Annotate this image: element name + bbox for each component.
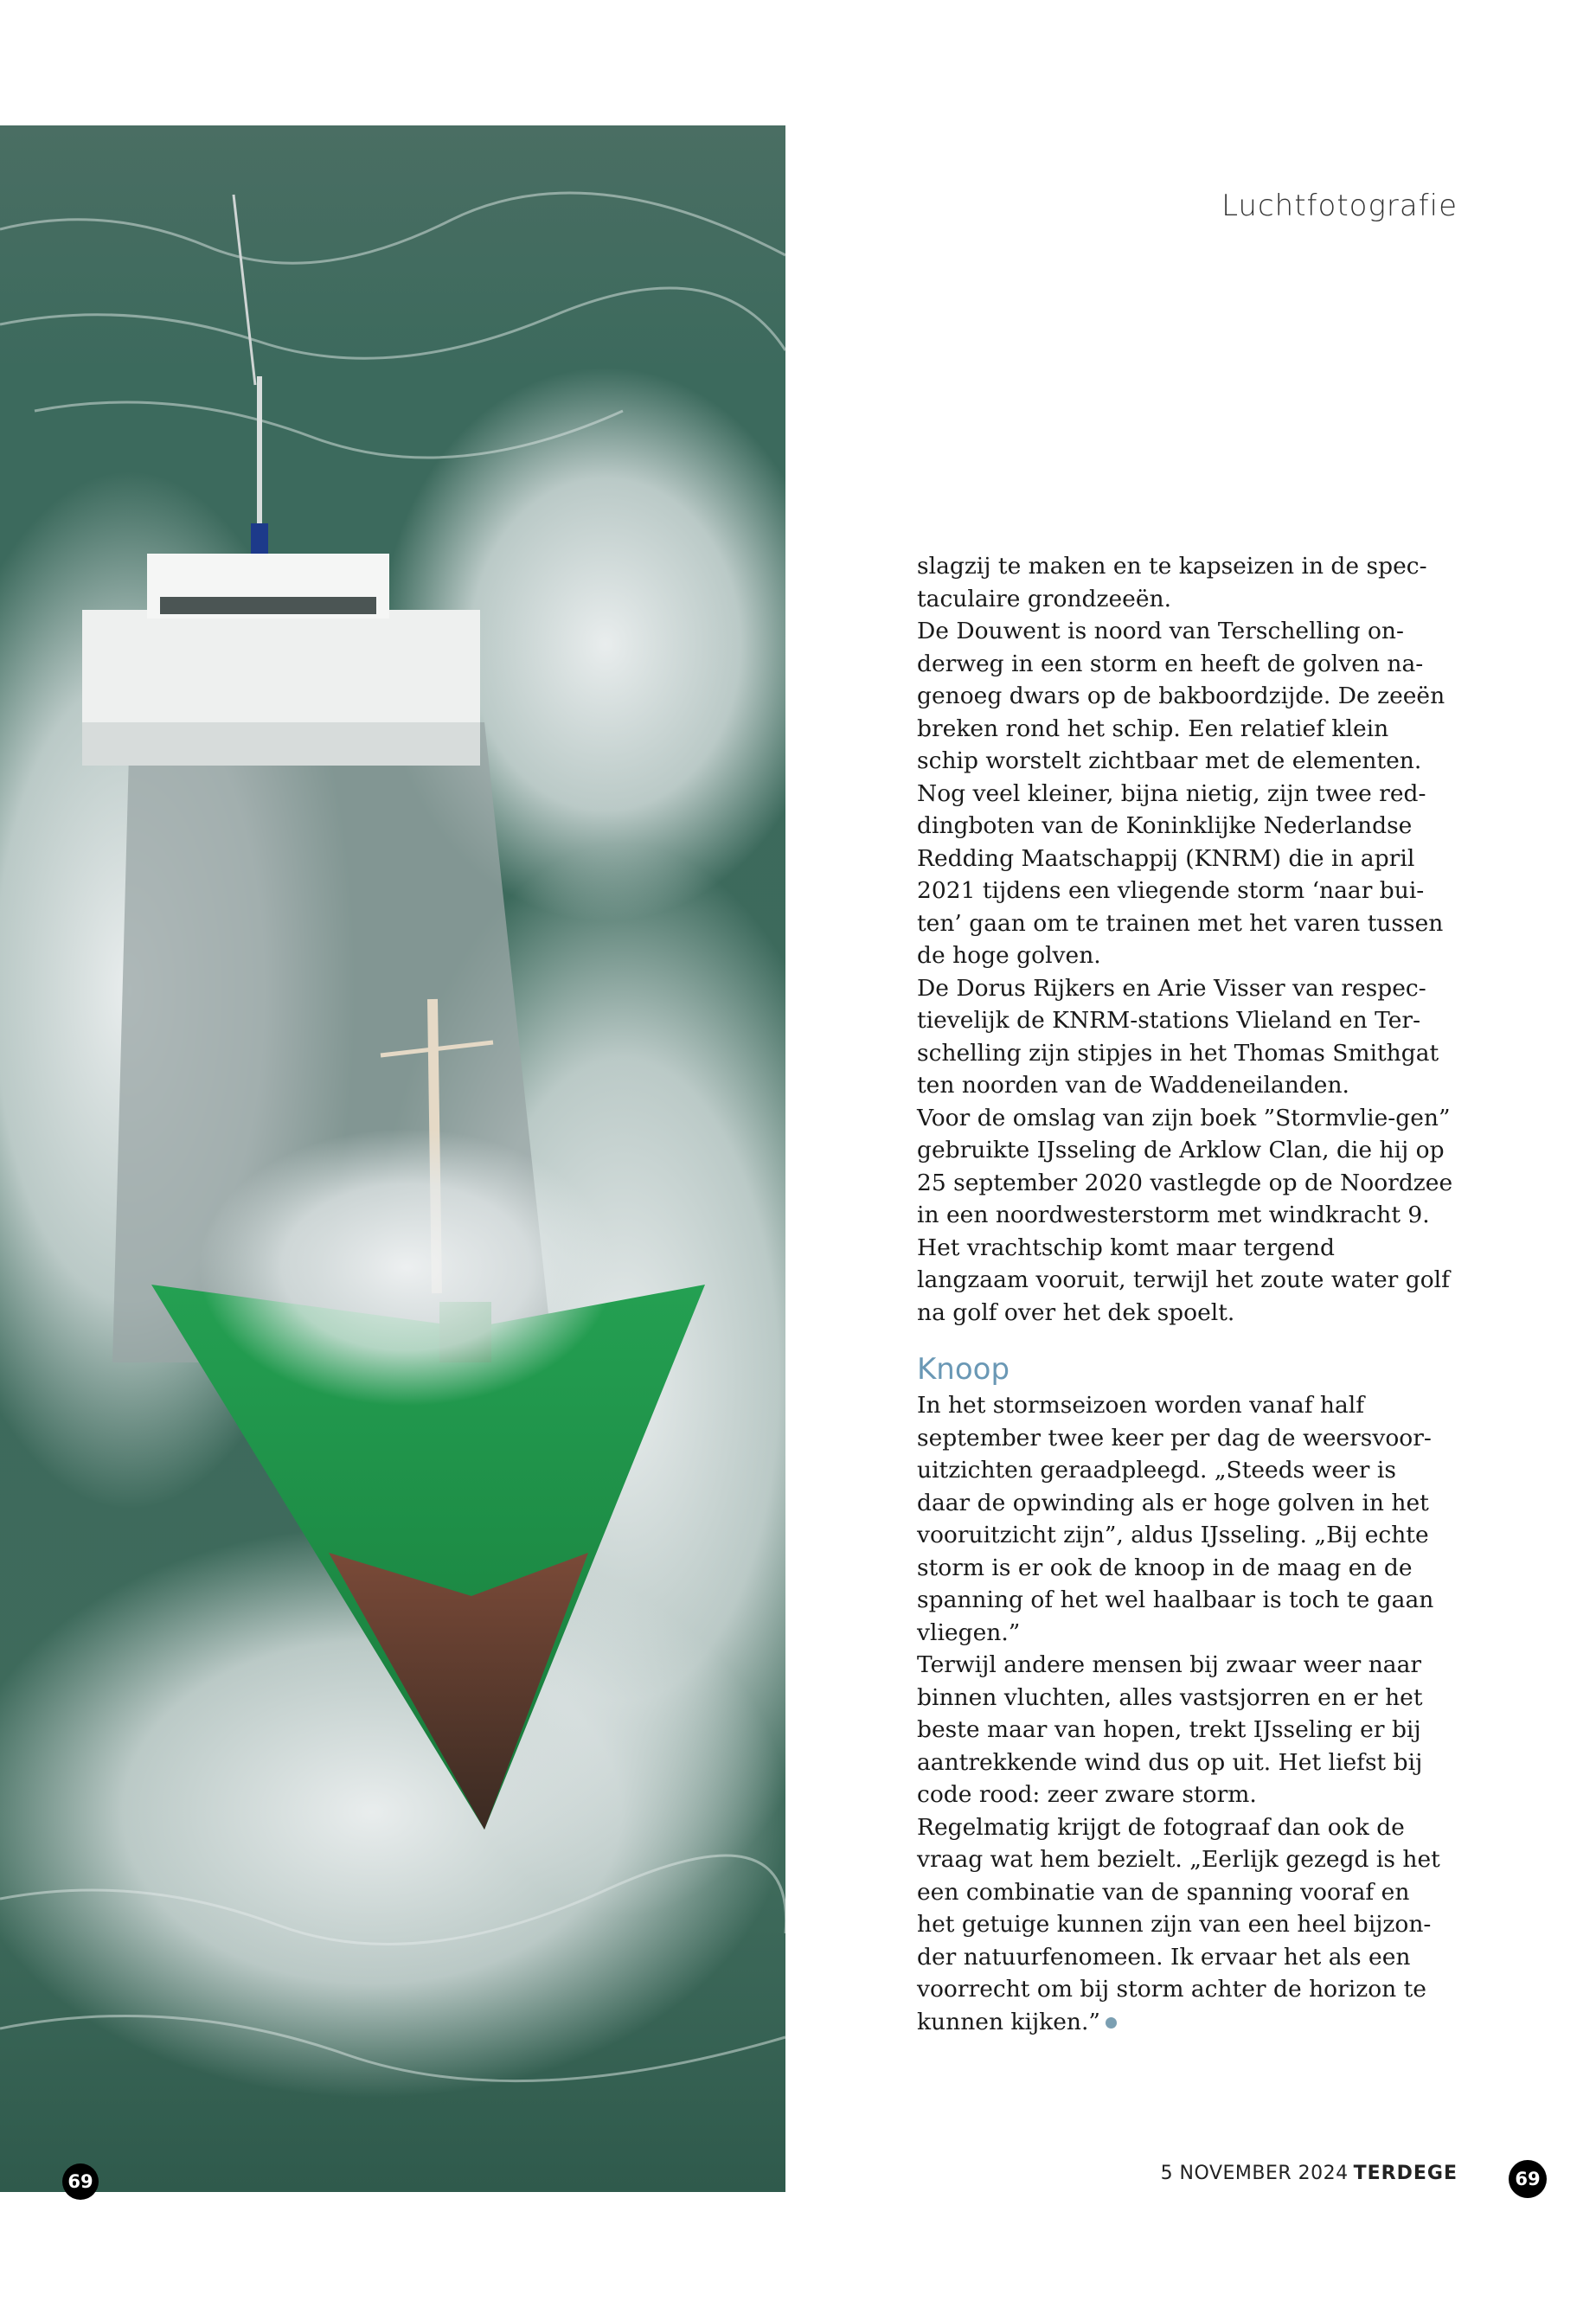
storm-ship-photo: [0, 125, 785, 2192]
end-mark-icon: [1106, 2017, 1117, 2029]
page-number-right: 69: [1509, 2160, 1547, 2198]
paragraph-6: Terwijl andere mensen bij zwaar weer naar binnen vluchten, alles vastsjorren en er het beste maar van hopen, trekt IJsseling er bij aantrekkende wind dus op uit. Het liefst bij code rood: zeer zware storm.: [917, 1651, 1423, 1808]
paragraph-4: Voor de omslag van zijn boek ”Stormvlie-gen” gebruikte IJsseling de Arklow Clan, die hij op 25 september 2020 vastlegde op de Noordzee in een noordwesterstorm met windkracht 9. Het vrachtschip komt maar tergend langzaam vooruit, terwijl het zoute water golf na golf over het dek spoelt.: [917, 1104, 1453, 1326]
paragraph-5: In het stormseizoen worden vanaf half september twee keer per dag de weersvoor-uitzichten geraadpleegd. „Steeds weer is daar de opwinding als er hoge golven in het vooruitzicht zijn”, aldus IJsseling. „Bij echte storm is er ook de knoop in de maag en de spanning of het wel haalbaar is toch te gaan vliegen.”: [917, 1392, 1434, 1646]
paragraph-7-text: Regelmatig krijgt de fotograaf dan ook de vraag wat hem bezielt. „Eerlijk gezegd is het een combinatie van de spanning vooraf en het getuige kunnen zijn van een heel bijzon-der natuurfenomeen. Ik ervaar het als een voorrecht om bij storm achter de horizon te kunnen kijken.”: [917, 1813, 1440, 2035]
paragraph-2: De Douwent is noord van Terschelling on-derweg in een storm en heeft de golven na-genoeg dwars op de bakboordzijde. De zeeën breken rond het schip. Een relatief klein schip worstelt zichtbaar met de elementen. Nog veel kleiner, bijna nietig, zijn twee red-dingboten van de Koninklijke Nederlandse Redding Maatschappij (KNRM) die in april 2021 tijdens een vliegende storm ‘naar bui-ten’ gaan om te trainen met het varen tussen de hoge golven.: [917, 618, 1445, 969]
page-number-left: 69: [62, 2163, 99, 2200]
section-label: Luchtfotografie: [1221, 189, 1458, 223]
magazine-brand: TERDEGE: [1353, 2163, 1458, 2184]
spray-bow: [199, 1129, 614, 1406]
paragraph-3: De Dorus Rijkers en Arie Visser van respec-tievelijk de KNRM-stations Vlieland en Ter-schelling zijn stipjes in het Thomas Smithgat ten noorden van de Waddeneilanden.: [917, 974, 1439, 1099]
article-body: [917, 550, 1453, 2038]
paragraph-7: [917, 1811, 1453, 2039]
subheading: Knoop: [917, 1352, 1010, 1387]
ship-illustration: [0, 125, 785, 2192]
issue-date: 5 NOVEMBER 2024: [1160, 2163, 1349, 2184]
paragraph-1: slagzij te maken en te kapseizen in de spec-taculaire grondzeeën.: [917, 553, 1427, 612]
footer: [1161, 2163, 1458, 2184]
